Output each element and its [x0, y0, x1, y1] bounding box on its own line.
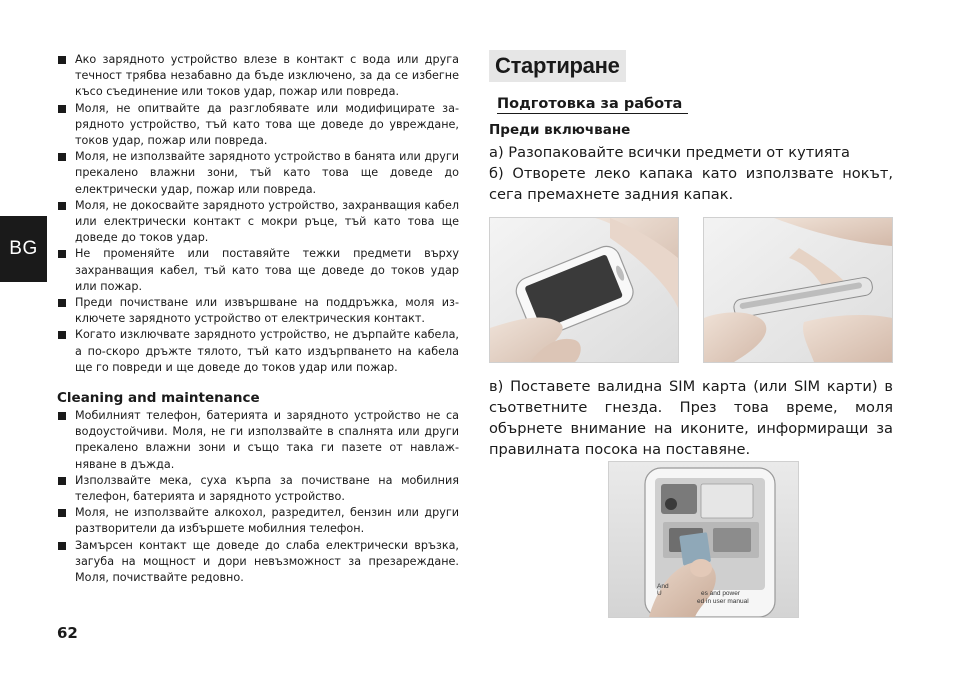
list-item: Не променяйте или поставяйте тежки предмети върху захранващия кабел, тъй като това ще доведе до токов удар или пожар. — [57, 246, 459, 295]
step-b-text: б) Отворете леко капака като използвате нокът, сега премахнете задния капак. — [489, 165, 893, 203]
safety-bullet-list — [57, 52, 459, 376]
left-column — [57, 52, 459, 586]
photo-caption-line-2: U — [657, 590, 662, 597]
list-item: Ако зарядното устройство влезе в контакт с вода или друга течност трябва незабавно да бъде изключено, за да се избегне късо съединение или токов удар, пожар или повреда. — [57, 52, 459, 101]
bullet-square-icon — [58, 412, 66, 420]
list-item: Мобилният телефон, батерията и зарядното устройство не са водоустойчиви. Моля, не ги използвайте в спалнята или други прекалено влажни зони и също така ги пазете от навлажняване в дъжда. — [57, 408, 459, 473]
photo-caption-line-3: es and power — [701, 590, 741, 597]
bullet-square-icon — [58, 250, 66, 258]
list-item: Преди почистване или извършване на поддръжка, моля изключете зарядното устройство от електрическия контакт. — [57, 295, 459, 327]
page-title: Стартиране — [489, 50, 626, 82]
bullet-square-icon — [58, 331, 66, 339]
language-tab-label: BG — [9, 238, 38, 259]
photo-insert-sim — [608, 461, 799, 618]
bullet-square-icon — [58, 509, 66, 517]
list-item: Замърсен контакт ще доведе до слаба електрически връзка, загуба на мощност и дори невъзможност за презареждане. Моля, почиствайте редовно. — [57, 538, 459, 587]
cleaning-bullet-list — [57, 408, 459, 586]
cleaning-heading: Cleaning and maintenance — [57, 390, 260, 407]
photo-caption-line-1: And — [657, 583, 669, 590]
photo-caption-line-4: ed in user manual — [697, 598, 749, 605]
list-item: Моля, не използвайте алкохол, разредител, бензин или други разтворители да избършете мобилния телефон. — [57, 505, 459, 537]
list-item: Когато изключвате зарядното устройство, не дърпайте кабела, а по-скоро дръжте тялото, тъй като издърпването на кабела ще го повреди и ще доведе до токов удар или пожар. — [57, 327, 459, 376]
right-column — [489, 50, 893, 205]
bullet-square-icon — [58, 105, 66, 113]
photo-unpack-phone — [489, 217, 679, 363]
bullet-square-icon — [58, 299, 66, 307]
bullet-square-icon — [58, 153, 66, 161]
before-power-on-heading: Преди включване — [489, 122, 631, 138]
bullet-square-icon — [58, 542, 66, 550]
bullet-square-icon — [58, 202, 66, 210]
photo-remove-cover — [703, 217, 893, 363]
list-item: Моля, не опитвайте да разглобявате или модифицирате зарядното устройство, тъй като това ще доведе до увреждане, токов удар, пожар или повреда. — [57, 101, 459, 150]
bullet-square-icon — [58, 56, 66, 64]
list-item: Моля, не използвайте зарядното устройство в банята или други прекалено влажни зони, тъй като това ще доведе до електрически удар, пожар или повреда. — [57, 149, 459, 198]
step-c-text: в) Поставете валидна SIM карта (или SIM карти) в съответните гнезда. През това време, моля обърнете внимание на иконите, информиращи за правилната посока на поставяне. — [489, 378, 893, 458]
list-item: Използвайте мека, суха кърпа за почистване на мобилния телефон, батерията и зарядното устройство. — [57, 473, 459, 505]
list-item: Моля, не докосвайте зарядното устройство, захранващия кабел или електрически контакт с мокри ръце, тъй като това ще доведе до токов удар. — [57, 198, 459, 247]
page-number: 62 — [57, 624, 78, 642]
section-subtitle: Подготовка за работа — [497, 96, 688, 114]
language-tab — [0, 216, 47, 282]
step-a-text: а) Разопаковайте всички предмети от кутията — [489, 144, 850, 161]
bullet-square-icon — [58, 477, 66, 485]
